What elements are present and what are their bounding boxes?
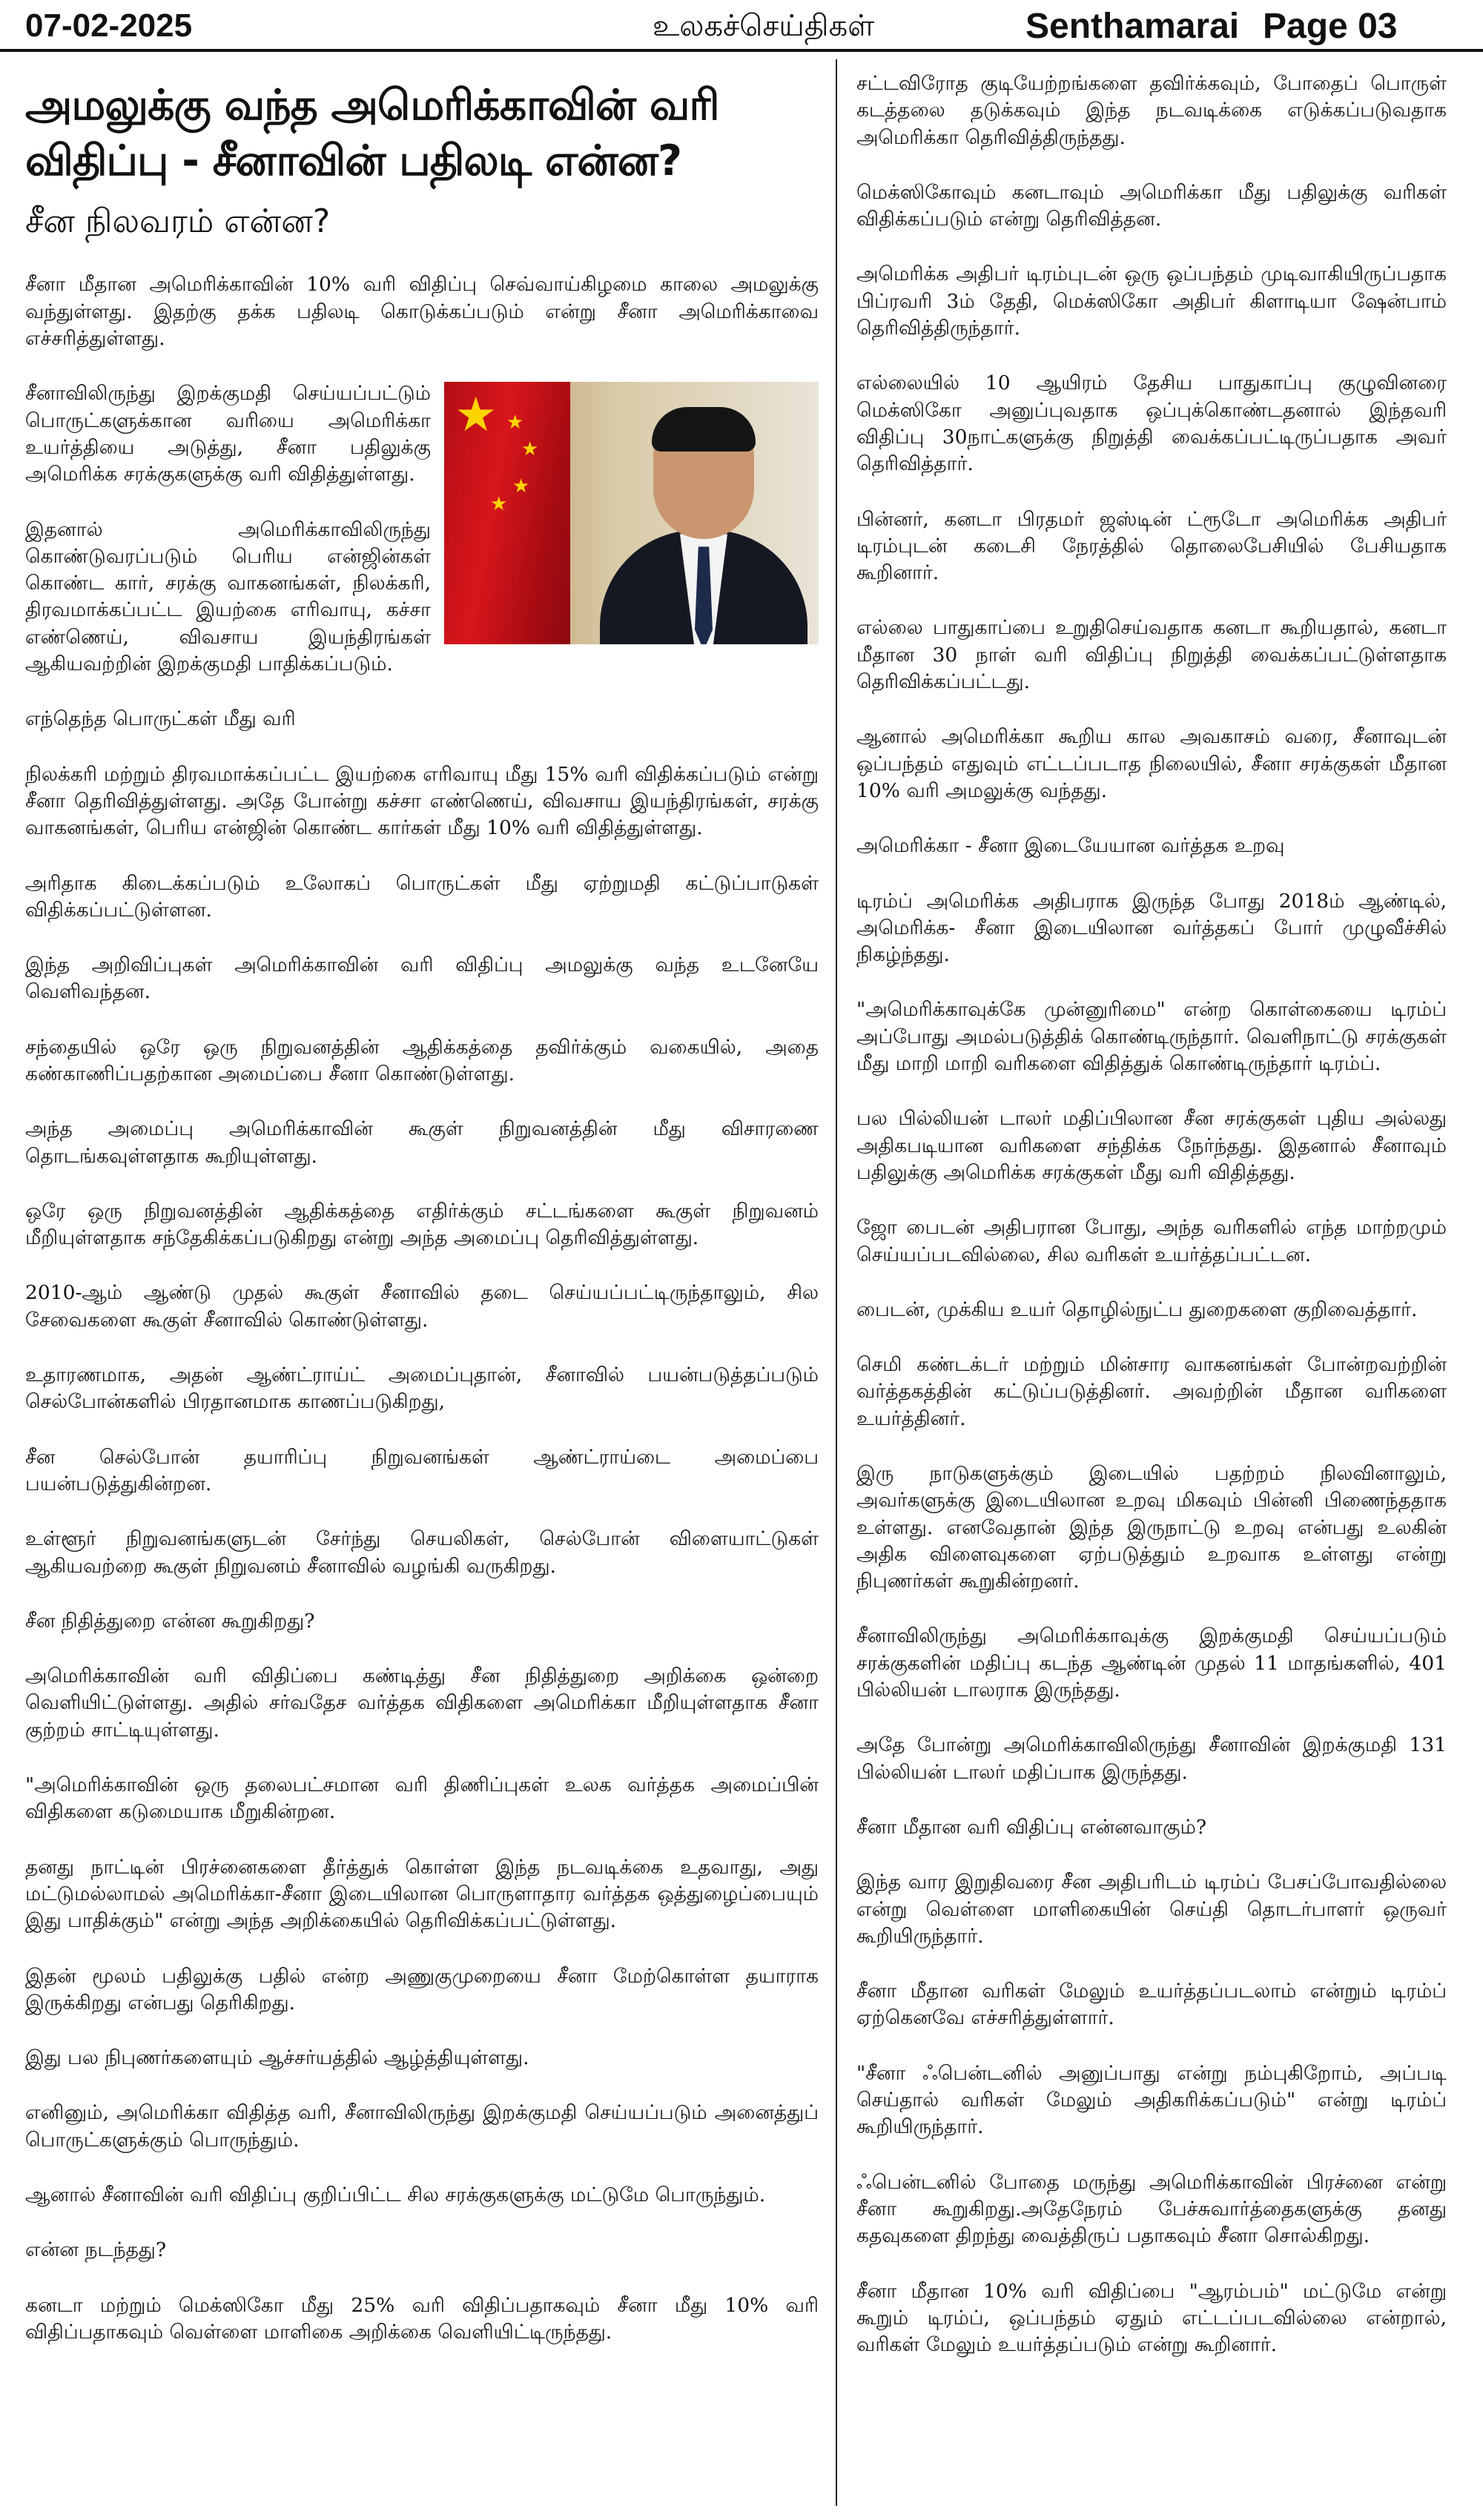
paragraph: அந்த அமைப்பு அமெரிக்காவின் கூகுள் நிறுவனத்தின் மீது விசாரணை தொடங்கவுள்ளதாக கூறியுள்ளது.	[25, 1117, 819, 1168]
paragraph: ஆனால் அமெரிக்கா கூறிய கால அவகாசம் வரை, சீனாவுடன் ஒப்பந்தம் எதுவும் எட்டப்படாத நிலையில், சீனா சரக்குகள் மீதான 10% வரி அமலுக்கு வந்தது.	[856, 725, 1447, 802]
paragraph: 2010-ஆம் ஆண்டு முதல் கூகுள் சீனாவில் தடை செய்யப்பட்டிருந்தாலும், சில சேவைகளை கூகுள் சீனாவில் கொண்டுள்ளது.	[25, 1281, 819, 1332]
paragraph: ஃபென்டனில் போதை மருந்து அமெரிக்காவின் பிரச்னை என்று சீனா கூறுகிறது.அதேநேரம் பேச்சுவார்த்தைகளுக்கு தனது கதவுகளை திறந்து வைத்திருப் பதாகவும் சீனா சொல்கிறது.	[856, 2170, 1447, 2248]
person-hair	[652, 407, 756, 452]
paragraph: சீனா மீதான 10% வரி விதிப்பை "ஆரம்பம்" மட்டுமே என்று கூறும் டிரம்ப், ஒப்பந்தம் ஏதும் எட்டப்படவில்லை என்றால், வரிகள் மேலும் உயர்த்தப்படும் என்று கூறினார்.	[856, 2279, 1447, 2357]
paragraph: எல்லை பாதுகாப்பை உறுதிசெய்வதாக கனடா கூறியதால், கனடா மீதான 30 நாள் வரி விதிப்பு நிறுத்தி வைக்கப்பட்டுள்ளதாக தெரிவிக்கப்பட்டது.	[856, 616, 1447, 694]
paragraph: இந்த வார இறுதிவரை சீன அதிபரிடம் டிரம்ப் பேசப்போவதில்லை என்று வெள்ளை மாளிகையின் செய்தி தொடர்பாளர் ஒருவர் கூறியிருந்தார்.	[856, 1871, 1447, 1948]
paragraph: "அமெரிக்காவுக்கே முன்னுரிமை" என்ற கொள்கையை டிரம்ப் அப்போது அமல்படுத்திக் கொண்டிருந்தார். வெளிநாட்டு சரக்குகள் மீது மாறி மாறி வரிகளை விதித்துக் கொண்டிருந்தார் டிரம்ப்.	[856, 998, 1447, 1076]
paragraph: எல்லையில் 10 ஆயிரம் தேசிய பாதுகாப்பு குழுவினரை மெக்ஸிகோ அனுப்புவதாக ஒப்புக்கொண்டதனால் இந்தவரி விதிப்பு 30நாட்களுக்கு நிறுத்தி வைக்கப்பட்டிருப்பதாக அவர் தெரிவித்தார்.	[856, 371, 1447, 476]
section-heading: அமெரிக்கா - சீனா இடையேயான வர்த்தக உறவு	[856, 834, 1285, 858]
quote-paragraph: "அமெரிக்காவின் ஒரு தலைபட்சமான வரி திணிப்புகள் உலக வர்த்தக அமைப்பின் விதிகளை கடுமையாக மீறுகின்றன.	[25, 1773, 819, 1824]
paragraph: பல பில்லியன் டாலர் மதிப்பிலான சீன சரக்குகள் புதிய அல்லது அதிகபடியான வரிகளை சந்திக்க நேர்ந்தது. இதனால் சீனாவும் பதிலுக்கு அமெரிக்க சரக்குகள் மீது வரி விதித்தது.	[856, 1107, 1447, 1184]
section-heading: எந்தெந்த பொருட்கள் மீது வரி	[25, 707, 296, 731]
section-name: உலகச்செய்திகள்	[653, 9, 875, 43]
quote-paragraph: தனது நாட்டின் பிரச்னைகளை தீர்த்துக் கொள்ள இந்த நடவடிக்கை உதவாது, அது மட்டுமல்லாமல் அமெரிக்கா-சீனா இடையிலான பொருளாதார வர்த்தக ஒத்துழைப்பையும் இது பாதிக்கும்" என்று அந்த அறிக்கையில் தெரிவிக்கப்பட்டுள்ளது.	[25, 1855, 819, 1933]
masthead	[0, 0, 1483, 52]
paragraph: சீன செல்போன் தயாரிப்பு நிறுவனங்கள் ஆண்ட்ராய்டை அமைப்பை பயன்படுத்துகின்றன.	[25, 1445, 819, 1495]
quote-paragraph: "சீனா ஃபென்டனில் அனுப்பாது என்று நம்புகிறோம், அப்படி செய்தால் வரிகள் மேலும் அதிகரிக்கப்படும்" என்று டிரம்ப் கூறியிருந்தார்.	[856, 2061, 1447, 2139]
paragraph: இது பல நிபுணர்களையும் ஆச்சர்யத்தில் ஆழ்த்தியுள்ளது.	[25, 2046, 529, 2070]
paragraph: உதாரணமாக, அதன் ஆண்ட்ராய்ட் அமைப்புதான், சீனாவில் பயன்படுத்தப்படும் செல்போன்களில் பிரதானமாக காணப்படுகிறது,	[25, 1363, 819, 1414]
paragraph: இதனால் அமெரிக்காவிலிருந்து கொண்டுவரப்படும் பெரிய என்ஜின்கள் கொண்ட கார், சரக்கு வாகனங்கள், நிலக்கரி, திரவமாக்கப்பட்ட இயற்கை எரிவாயு, கச்சா எண்ணெய், விவசாய இயந்திரங்கள் ஆகியவற்றின் இறக்குமதி பாதிக்கப்படும்.	[25, 517, 431, 676]
right-column	[856, 70, 1447, 2387]
paragraph: அமெரிக்காவின் வரி விதிப்பை கண்டித்து சீன நிதித்துறை அறிக்கை ஒன்றை வெளியிட்டுள்ளது. அதில் சர்வதேச வர்த்தக விதிகளை அமெரிக்கா மீறியுள்ளதாக சீனா குற்றம் சாட்டியுள்ளது.	[25, 1664, 819, 1742]
paragraph: டிரம்ப் அமெரிக்க அதிபராக இருந்த போது 2018ம் ஆண்டில், அமெரிக்க- சீனா இடையிலான வர்த்தகப் போர் முழுவீச்சில் நிகழ்ந்தது.	[856, 889, 1447, 967]
paragraph: சந்தையில் ஒரே ஒரு நிறுவனத்தின் ஆதிக்கத்தை தவிர்க்கும் வகையில், அதை கண்காணிப்பதற்கான அமைப்பை சீனா கொண்டுள்ளது.	[25, 1035, 819, 1085]
paragraph: இதன் மூலம் பதிலுக்கு பதில் என்ற அணுகுமுறையை சீனா மேற்கொள்ள தயாராக இருக்கிறது என்பது தெரிகிறது.	[25, 1964, 819, 2014]
column-divider	[836, 59, 837, 2506]
paragraph: சீனா மீதான அமெரிக்காவின் 10% வரி விதிப்பு செவ்வாய்கிழமை காலை அமலுக்கு வந்துள்ளது. இதற்கு தக்க பதிலடி கொடுக்கப்படும் என்று சீனா அமெரிக்காவை எச்சரித்துள்ளது.	[25, 273, 819, 351]
paragraph: சீனாவிலிருந்து இறக்குமதி செய்யப்பட்டும் பொருட்களுக்கான வரியை அமெரிக்கா உயர்த்தியை அடுத்து, சீனா பதிலுக்கு அமெரிக்க சரக்குகளுக்கு வரி விதித்துள்ளது.	[25, 382, 431, 486]
paragraph: உள்ளூர் நிறுவனங்களுடன் சேர்ந்து செயலிகள், செல்போன் விளையாட்டுகள் ஆகியவற்றை கூகுள் நிறுவனம் சீனாவில் வழங்கி வருகிறது.	[25, 1527, 819, 1578]
flag-star-icon: ★	[521, 438, 539, 461]
flag-star-icon: ★	[455, 388, 498, 443]
paragraph: அதே போன்று அமெரிக்காவிலிருந்து சீனாவின் இறக்குமதி 131 பில்லியன் டாலர் மதிப்பாக இருந்தது.	[856, 1733, 1447, 1784]
left-column	[25, 70, 819, 2374]
section-heading: சீனா மீதான வரி விதிப்பு என்னவாகும்?	[856, 1815, 1207, 1839]
paragraph: சீனா மீதான வரிகள் மேலும் உயர்த்தப்படலாம் என்றும் டிரம்ப் ஏற்கெனவே எச்சரித்துள்ளார்.	[856, 1980, 1447, 2030]
paragraph: நிலக்கரி மற்றும் திரவமாக்கப்பட்ட இயற்கை எரிவாயு மீது 15% வரி விதிக்கப்படும் என்று சீனா தெரிவித்துள்ளது. அதே போன்று கச்சா எண்ணெய், விவசாய இயந்திரங்கள், சரக்கு வாகனங்கள், பெரிய என்ஜின் கொண்ட கார்கள் மீது 10% வரி விதித்துள்ளது.	[25, 762, 819, 840]
paragraph: ஒரே ஒரு நிறுவனத்தின் ஆதிக்கத்தை எதிர்க்கும் சட்டங்களை கூகுள் நிறுவனம் மீறியுள்ளதாக சந்தேகிக்கப்படுகிறது என்று அந்த அமைப்பு தெரிவித்துள்ளது.	[25, 1199, 819, 1250]
paragraph: இரு நாடுகளுக்கும் இடையில் பதற்றம் நிலவினாலும், அவர்களுக்கு இடையிலான உறவு மிகவும் பின்னி பிணைந்ததாக உள்ளது. எனவேதான் இந்த இருநாட்டு உறவு என்பது உலகின் அதிக விளைவுகளை ஏற்படுத்தும் உறவாக உள்ளது என்று நிபுணர்கள் கூறுகின்றனர்.	[856, 1461, 1447, 1593]
paragraph: மெக்ஸிகோவும் கனடாவும் அமெரிக்கா மீது பதிலுக்கு வரிகள் விதிக்கப்படும் என்று தெரிவித்தன.	[856, 180, 1447, 231]
paragraph: அரிதாக கிடைக்கப்படும் உலோகப் பொருட்கள் மீது ஏற்றுமதி கட்டுப்பாடுகள் விதிக்கப்பட்டுள்ளன.	[25, 871, 819, 922]
paragraph: எனினும், அமெரிக்கா விதித்த வரி, சீனாவிலிருந்து இறக்குமதி செய்யப்படும் அனைத்துப் பொருட்களுக்கும் பொருந்தும்.	[25, 2101, 819, 2152]
article-headline: அமலுக்கு வந்த அமெரிக்காவின் வரி விதிப்பு - சீனாவின் பதிலடி என்ன?	[25, 81, 719, 186]
paragraph: சட்டவிரோத குடியேற்றங்களை தவிர்க்கவும், போதைப் பொருள் கடத்தலை தடுக்கவும் இந்த நடவடிக்கை எடுக்கப்படுவதாக அமெரிக்கா தெரிவித்திருந்தது.	[856, 72, 1447, 149]
flag-star-icon: ★	[490, 493, 508, 516]
paragraph: பைடன், முக்கிய உயர் தொழில்நுட்ப துறைகளை குறிவைத்தார்.	[856, 1297, 1418, 1321]
paragraph: பின்னர், கனடா பிரதமர் ஜஸ்டின் ட்ரூடோ அமெரிக்க அதிபர் டிரம்புடன் கடைசி நேரத்தில் தொலைபேசியில் பேசியதாக கூறினார்.	[856, 507, 1447, 585]
paragraph: செமி கண்டக்டர் மற்றும் மின்சார வாகனங்கள் போன்றவற்றின் வர்த்தகத்தின் கட்டுப்படுத்தினர். அவற்றின் மீதான வரிகளை உயர்த்தினர்.	[856, 1353, 1447, 1430]
paragraph: அமெரிக்க அதிபர் டிரம்புடன் ஒரு ஒப்பந்தம் முடிவாகியிருப்பதாக பிப்ரவரி 3ம் தேதி, மெக்ஸிகோ அதிபர் கிளாடியா ஷேன்பாம் தெரிவித்திருந்தார்.	[856, 262, 1447, 340]
paragraph: கனடா மற்றும் மெக்ஸிகோ மீது 25% வரி விதிப்பதாகவும் சீனா மீது 10% வரி விதிப்பதாகவும் வெள்ளை மாளிகை அறிக்கை வெளியிட்டிருந்தது.	[25, 2293, 819, 2344]
flag-image	[444, 382, 570, 644]
page-number: Page 03	[1263, 7, 1398, 46]
section-heading: சீன நிதித்துறை என்ன கூறுகிறது?	[25, 1609, 315, 1633]
paragraph: ஜோ பைடன் அதிபரான போது, அந்த வரிகளில் எந்த மாற்றமும் செய்யப்படவில்லை, சில வரிகள் உயர்த்தப்பட்டன.	[856, 1216, 1447, 1266]
section-heading: என்ன நடந்தது?	[25, 2238, 167, 2262]
paragraph: இந்த அறிவிப்புகள் அமெரிக்காவின் வரி விதிப்பு அமலுக்கு வந்த உடனேயே வெளிவந்தன.	[25, 953, 819, 1004]
issue-date: 07-02-2025	[25, 7, 193, 44]
article-subheading: சீன நிலவரம் என்ன?	[25, 202, 331, 241]
paragraph: சீனாவிலிருந்து அமெரிக்காவுக்கு இறக்குமதி செய்யப்படும் சரக்குகளின் மதிப்பு கடந்த ஆண்டின் முதல் 11 மாதங்களில், 401 பில்லியன் டாலராக இருந்தது.	[856, 1624, 1447, 1702]
newspaper-name: Senthamarai	[1025, 7, 1240, 46]
flag-star-icon: ★	[512, 475, 530, 498]
paragraph: ஆனால் சீனாவின் வரி விதிப்பு குறிப்பிட்ட சில சரக்குகளுக்கு மட்டுமே பொருந்தும்.	[25, 2183, 766, 2207]
article-photo	[444, 382, 819, 644]
flag-star-icon: ★	[506, 411, 524, 434]
